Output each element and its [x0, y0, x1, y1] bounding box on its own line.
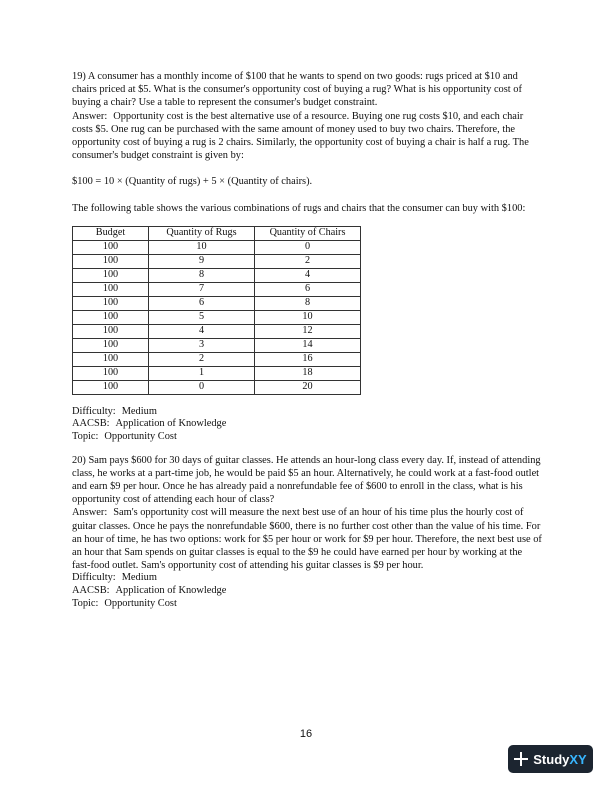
table-row	[73, 366, 361, 380]
table-row	[73, 282, 361, 296]
table-cell: 6	[149, 296, 255, 310]
studyxy-badge[interactable]	[508, 745, 593, 773]
table-cell: 10	[149, 240, 255, 254]
table-row	[73, 268, 361, 282]
badge-brand: StudyXY	[533, 751, 587, 767]
table-cell: 12	[255, 324, 361, 338]
table-cell: 1	[149, 366, 255, 380]
table-cell: 9	[149, 254, 255, 268]
table-header-row	[73, 226, 361, 240]
q19-table-intro: The following table shows the various combinations of rugs and chairs that the consumer can buy with $100:	[72, 202, 526, 214]
q19-question: 19) A consumer has a monthly income of $100 that he wants to spend on two goods: rugs priced at $10 and chairs priced at $5. What is the consumer's opportunity cost of buying a rug? What is his opportunity cost of buying a chair? Use a table to represent the consumer's budget constraint.	[72, 71, 522, 109]
budget-table	[72, 226, 361, 395]
table-cell: 100	[73, 338, 149, 352]
table-cell: 4	[149, 324, 255, 338]
q20-meta	[72, 572, 542, 610]
q20-block	[72, 454, 542, 611]
table-cell: 6	[255, 282, 361, 296]
table-cell: 100	[73, 240, 149, 254]
page-content	[72, 70, 542, 610]
table-row	[73, 310, 361, 324]
q19-meta	[72, 406, 542, 444]
table-cell: 4	[255, 268, 361, 282]
table-cell: 3	[149, 338, 255, 352]
table-cell: 2	[149, 352, 255, 366]
table-cell: 20	[255, 380, 361, 394]
q20-question: 20) Sam pays $600 for 30 days of guitar classes. He attends an hour-long class every day. If, instead of attending class, he works at a part-time job, he would be paid $5 an hour. Alternatively, he could work at a fast-food outlet and earn $9 per hour. Once he has already paid a nonrefundable fee of $600 to enroll in the class, what is his opportunity cost of attending each hour of class?	[72, 454, 541, 506]
table-cell: 100	[73, 268, 149, 282]
q20-topic: Topic: Opportunity Cost	[72, 597, 177, 609]
table-cell: 100	[73, 254, 149, 268]
table-cell: 5	[149, 310, 255, 324]
table-cell: 14	[255, 338, 361, 352]
table-row	[73, 296, 361, 310]
q19-answer-text: Opportunity cost is the best alternative use of a resource. Buying one rug costs $10, and each chair costs $5. One rug can be purchased with the same amount of money used to buy two chairs. Therefore, the opportunity cost of buying a rug is 2 chairs. Similarly, the opportunity cost of buying a chair is half a rug. The consumer's budget constraint is given by:	[72, 110, 529, 162]
q19-difficulty: Difficulty: Medium	[72, 405, 157, 417]
table-cell: 100	[73, 310, 149, 324]
page-number: 16	[299, 728, 313, 740]
table-row	[73, 240, 361, 254]
table-cell: 100	[73, 380, 149, 394]
table-cell: 0	[149, 380, 255, 394]
q20-answer-label: Answer:	[72, 507, 108, 519]
q19-answer	[72, 110, 542, 163]
table-cell: 100	[73, 296, 149, 310]
table-row	[73, 338, 361, 352]
table-row	[73, 352, 361, 366]
table-cell: 16	[255, 352, 361, 366]
table-row	[73, 380, 361, 394]
q20-answer-text: Sam's opportunity cost will measure the next best use of an hour of his time plus the hourly cost of guitar classes. Once he pays the nonrefundable $600, there is no further cost other than the value of his time. For an hour of time, he has two options: work for $5 per hour or work for $9 per hour. Therefore, the next best use of an hour that Sam spends on guitar classes is equal to the $9 he could have earned per hour by working at the fast-food outlet. Sam's opportunity cost of attending his guitar classes is $9 per hour.	[72, 507, 542, 572]
table-cell: 8	[149, 268, 255, 282]
table-cell: 100	[73, 324, 149, 338]
table-cell: 100	[73, 352, 149, 366]
table-body	[73, 240, 361, 394]
plus-icon	[514, 752, 528, 766]
table-cell: 8	[255, 296, 361, 310]
q20-answer	[72, 506, 542, 572]
table-cell: 2	[255, 254, 361, 268]
table-row	[73, 254, 361, 268]
q19-equation: $100 = 10 × (Quantity of rugs) + 5 × (Quantity of chairs).	[72, 176, 313, 188]
table-cell: 0	[255, 240, 361, 254]
q19-aacsb: AACSB: Application of Knowledge	[72, 418, 227, 430]
q20-aacsb: AACSB: Application of Knowledge	[72, 585, 227, 597]
q20-difficulty: Difficulty: Medium	[72, 572, 157, 584]
table-cell: 100	[73, 282, 149, 296]
q19-topic: Topic: Opportunity Cost	[72, 431, 177, 443]
table-header-chairs: Quantity of Chairs	[255, 226, 361, 240]
table-cell: 7	[149, 282, 255, 296]
q19-answer-label: Answer:	[72, 110, 108, 122]
table-cell: 18	[255, 366, 361, 380]
table-header-budget: Budget	[73, 226, 149, 240]
table-cell: 10	[255, 310, 361, 324]
table-cell: 100	[73, 366, 149, 380]
table-row	[73, 324, 361, 338]
table-header-rugs: Quantity of Rugs	[149, 226, 255, 240]
